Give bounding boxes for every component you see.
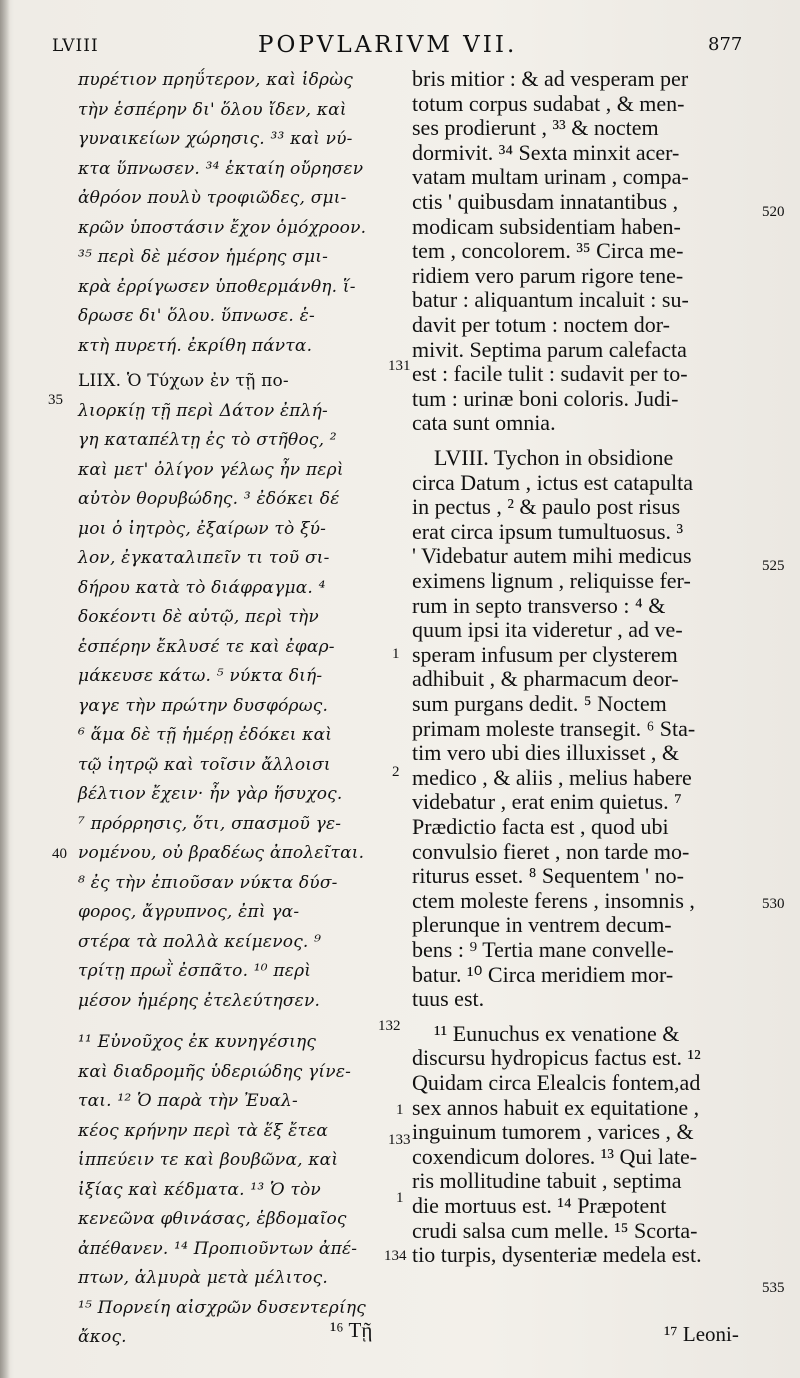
margin-line-number: 35 bbox=[48, 392, 63, 408]
greek-text-line: καὶ διαδρομῆς ὑδεριώδης γίνε- bbox=[78, 1061, 352, 1082]
greek-text-line: ⁶ ἅμα δὲ τῇ ἡμέρῃ ἐδόκει καὶ bbox=[78, 725, 333, 745]
margin-line-number: 2 bbox=[392, 764, 400, 780]
margin-line-number: 40 bbox=[52, 846, 67, 862]
margin-line-number: 520 bbox=[762, 204, 785, 220]
latin-text-line: sex annos habuit ex equitatione , bbox=[412, 1094, 700, 1120]
latin-text-line: ctis ' quibusdam innatantibus , bbox=[412, 189, 679, 214]
latin-text-line: ' Videbatur autem mihi medicus bbox=[412, 543, 692, 569]
latin-text-line: primam moleste transegit. ⁶ Sta- bbox=[412, 715, 696, 741]
margin-line-number: 530 bbox=[762, 896, 785, 912]
latin-text-line: davit per totum : noctem dor- bbox=[412, 312, 670, 337]
latin-text-line: Quidam circa Elealcis fontem,ad bbox=[412, 1070, 701, 1095]
latin-text-line: tim vero ubi dies illuxisset , & bbox=[412, 740, 680, 766]
latin-text-line: bens : ⁹ Tertia mane convelle- bbox=[412, 937, 674, 962]
greek-text-line: φορος, ἄγρυπνος, ἐπὶ γα- bbox=[78, 902, 300, 922]
greek-text-line: κέος κρήνην περὶ τὰ ἕξ ἔτεα bbox=[78, 1120, 329, 1141]
latin-text-line: LVIII. Tychon in obsidione bbox=[434, 445, 674, 470]
latin-text-line: totum corpus sudabat , & men- bbox=[412, 90, 685, 116]
greek-text-line: πτων, ἁλμυρὰ μετὰ μέλιτος. bbox=[78, 1268, 328, 1288]
latin-text-line: mivit. Septima parum calefacta bbox=[412, 336, 687, 362]
greek-text-line: ἀθρόον πουλὺ τροφιῶδες, σμι- bbox=[78, 188, 347, 208]
greek-text-line: κρὰ ἐρρίγωσεν ὑποθερμάνθη. ἵ- bbox=[78, 276, 356, 297]
latin-text-line: plerunque in ventrem decum- bbox=[412, 912, 672, 938]
greek-text-line: μάκευσε κάτω. ⁵ νύκτα διή- bbox=[78, 666, 323, 686]
latin-text-line: medico , & aliis , melius habere bbox=[412, 764, 692, 790]
latin-text-line: Prædictio facta est , quod ubi bbox=[412, 814, 669, 839]
greek-text-line: ἑσπέρην ἔκλυσέ τε καὶ ἐφαρ- bbox=[78, 636, 335, 657]
latin-text-line: vatam multam urinam , compa- bbox=[412, 164, 689, 190]
margin-line-number: 535 bbox=[762, 1280, 785, 1296]
greek-text-line: ³⁵ περὶ δὲ μέσον ἡμέρης σμι- bbox=[78, 247, 329, 267]
latin-text-line: tem , concolorem. ³⁵ Circa me- bbox=[412, 238, 684, 264]
latin-text-line: cata sunt omnia. bbox=[412, 410, 556, 436]
header-title: POPVLARIVM VII. bbox=[258, 32, 518, 58]
latin-text-line: erat circa ipsum tumultuosus. ³ bbox=[412, 518, 684, 544]
latin-text-line: ris mollitudine tabuit , septima bbox=[412, 1168, 682, 1194]
latin-text-line: adhibuit , & pharmacum deor- bbox=[412, 666, 679, 692]
greek-text-line: ⁷ πρόρρησις, ὅτι, σπασμοῦ γε- bbox=[78, 813, 342, 834]
latin-text-line: inguinum tumorem , varices , & bbox=[412, 1119, 694, 1145]
greek-text-line: ἰξίας καὶ κέδματα. ¹³ Ὁ τὸν bbox=[78, 1179, 321, 1200]
latin-text-line: die mortuus est. ¹⁴ Præpotent bbox=[412, 1193, 667, 1218]
margin-line-number: 1 bbox=[392, 646, 400, 662]
latin-text-line: ctem moleste ferens , insomnis , bbox=[412, 887, 695, 913]
greek-text-line: λιορκίῃ τῇ περὶ Δάτον ἐπλή- bbox=[78, 400, 328, 421]
greek-text-line: ται. ¹² Ὁ παρὰ τὴν Ἐυαλ- bbox=[78, 1091, 298, 1111]
latin-text-line: ridiem vero parum rigore tene- bbox=[412, 262, 684, 288]
greek-text-line: νομένου, οὐ βραδέως ἀπολεῖται. bbox=[78, 843, 365, 863]
margin-line-number: 131 bbox=[388, 358, 411, 374]
latin-text-line: ¹¹ Eunuchus ex venatione & bbox=[434, 1020, 680, 1046]
latin-text-line: batur. ¹⁰ Circa meridiem mor- bbox=[412, 961, 674, 987]
latin-text-line: modicam subsidentiam haben- bbox=[412, 213, 681, 239]
greek-text-line: κρῶν ὑποστάσιν ἔχον ὁμόχροον. bbox=[78, 217, 367, 238]
latin-text-line: in pectus , ² & paulo post risus bbox=[412, 494, 681, 520]
greek-text-line: στέρα τὰ πολλὰ κείμενος. ⁹ bbox=[78, 931, 322, 952]
latin-text-line: tuus est. bbox=[412, 986, 485, 1012]
greek-text-line: τὴν ἑσπέρην δι' ὅλου ἴδεν, καὶ bbox=[78, 99, 347, 120]
greek-text-line: ἄκος. bbox=[78, 1327, 127, 1347]
greek-text-line: βέλτιον ἔχειν· ἦν γὰρ ἥσυχος. bbox=[78, 784, 343, 804]
margin-line-number: 133 bbox=[388, 1132, 411, 1148]
latin-text-line: est : facile tulit : sudavit per to- bbox=[412, 361, 688, 387]
margin-line-number: 1 bbox=[396, 1190, 404, 1206]
greek-text-line: ⁸ ἐς τὴν ἐπιοῦσαν νύκτα δύσ- bbox=[78, 872, 338, 893]
greek-text-line: πυρέτιον πρηΰτερον, καὶ ἱδρὼς bbox=[78, 70, 354, 90]
greek-text-line: κτὴ πυρετή. ἐκρίθη πάντα. bbox=[78, 335, 313, 356]
latin-text-line: eximens lignum , reliquisse fer- bbox=[412, 568, 691, 593]
latin-text-line: quum ipsi ita videretur , ad ve- bbox=[412, 617, 683, 643]
latin-text-line: dormivit. ³⁴ Sexta minxit acer- bbox=[412, 139, 680, 165]
greek-text-line: μέσον ἡμέρης ἐτελεύτησεν. bbox=[78, 990, 321, 1011]
greek-text-line: γυναικείων χώρησις. ³³ καὶ νύ- bbox=[78, 129, 353, 149]
latin-text-line: coxendicum dolores. ¹³ Qui late- bbox=[412, 1143, 698, 1169]
greek-text-line: καὶ μετ' ὀλίγον γέλως ἦν περὶ bbox=[78, 459, 344, 480]
greek-text-line: γαγε τὴν πρώτην δυσφόρως. bbox=[78, 695, 329, 716]
greek-text-line: κενεῶνα φθινάσας, ἑβδομαῖος bbox=[78, 1209, 347, 1229]
latin-text-line: convulsio fieret , non tarde mo- bbox=[412, 838, 690, 864]
greek-text-line: κτα ὕπνωσεν. ³⁴ ἑκταίη οὔρησεν bbox=[78, 158, 364, 179]
greek-text-line: δήρου κατὰ τὸ διάφραγμα. ⁴ bbox=[78, 577, 326, 598]
page-number: 877 bbox=[708, 34, 743, 55]
greek-text-line: LIIX. Ὁ Τύχων ἐν τῇ πο- bbox=[78, 371, 289, 391]
greek-text-line: ἀπέθανεν. ¹⁴ Προπιοῦντων ἀπέ- bbox=[78, 1238, 358, 1259]
greek-text-line: λον, ἐγκαταλιπεῖν τι τοῦ σι- bbox=[78, 548, 330, 568]
greek-text-line: αὐτὸν θορυβώδης. ³ ἐδόκει δέ bbox=[78, 489, 340, 509]
latin-text-line: ses prodierunt , ³³ & noctem bbox=[412, 115, 659, 141]
latin-text-line: videbatur , erat enim quietus. ⁷ bbox=[412, 789, 682, 815]
latin-text-line: discursu hydropicus factus est. ¹² bbox=[412, 1045, 701, 1071]
greek-text-line: τῷ ἰητρῷ καὶ τοῖσιν ἄλλοισι bbox=[78, 754, 331, 775]
greek-text-line: ¹¹ Εὐνοῦχος ἐκ κυνηγέσιης bbox=[78, 1032, 317, 1052]
greek-text-line: δρωσε δι' ὅλου. ὕπνωσε. ἑ- bbox=[78, 306, 315, 326]
catchword-right: ¹⁷ Leoni- bbox=[664, 1322, 739, 1346]
latin-text-line: bris mitior : & ad vesperam per bbox=[412, 66, 689, 91]
margin-line-number: 525 bbox=[762, 558, 785, 574]
latin-text-line: speram infusum per clysterem bbox=[412, 641, 678, 667]
running-header bbox=[0, 32, 800, 62]
margin-line-number: 1 bbox=[396, 1102, 404, 1118]
header-section-mark: LVIII bbox=[52, 36, 99, 56]
latin-text-line: tum : urinæ boni coloris. Judi- bbox=[412, 385, 679, 411]
latin-text-line: circa Datum , ictus est catapulta bbox=[412, 469, 693, 495]
margin-line-number: 134 bbox=[384, 1248, 407, 1264]
latin-text-line: batur : aliquantum incaluit : su- bbox=[412, 287, 689, 313]
greek-text-line: μοι ὁ ἰητρὸς, ἐξαίρων τὸ ξύ- bbox=[78, 518, 327, 539]
latin-text-line: riturus esset. ⁸ Sequentem ' no- bbox=[412, 863, 684, 889]
greek-text-line: ἱππεύειν τε καὶ βουβῶνα, καὶ bbox=[78, 1150, 339, 1170]
catchword-left: ¹⁶ Τῇ bbox=[330, 1318, 373, 1342]
latin-text-line: tio turpis, dysenteriæ medela est. bbox=[412, 1242, 702, 1268]
margin-line-number: 132 bbox=[378, 1018, 401, 1034]
greek-text-line: γη καταπέλτῃ ἐς τὸ στῆθος, ² bbox=[78, 430, 337, 450]
latin-text-line: crudi salsa cum melle. ¹⁵ Scorta- bbox=[412, 1217, 698, 1243]
latin-text-line: sum purgans dedit. ⁵ Noctem bbox=[412, 691, 667, 716]
greek-text-line: ¹⁵ Πορνείη αἰσχρῶν δυσεντερίης bbox=[78, 1297, 366, 1318]
latin-text-line: rum in septo transverso : ⁴ & bbox=[412, 592, 666, 618]
greek-text-line: τρίτῃ πρωῒ ἐσπᾶτο. ¹⁰ περὶ bbox=[78, 961, 312, 981]
greek-text-line: δοκέοντι δὲ αὐτῷ, περὶ τὴν bbox=[78, 607, 319, 627]
binding-shadow bbox=[0, 0, 10, 1378]
